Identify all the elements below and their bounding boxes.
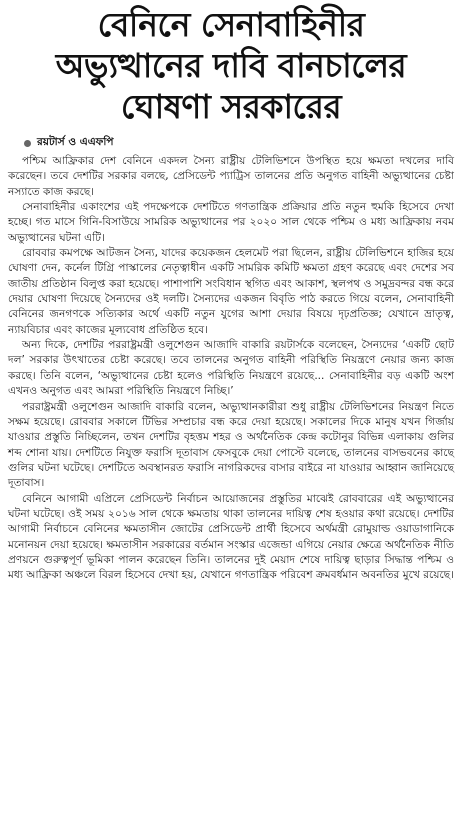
paragraph: বেনিনে আগামী এপ্রিলে প্রেসিডেন্ট নির্বাচন আয়োজনের প্রস্তুতির মাঝেই রোববারের এই অভ্যুত্থানের ঘটনা ঘটেছে। ওই সময় ২০১৬ সাল থেকে ক্ষমতায় থাকা তালনের দায়িত্ব শেষ হওয়ার কথা রয়েছে। দেশটির আগামী নির্বাচনে বেনিনের ক্ষমতাসীন জোটের প্রেসিডেন্ট প্রার্থী হিসেবে অর্থমন্ত্রী রোমুয়াল্ড ওয়াডাগানিকে মনোনয়ন দেয়া হয়েছে। ক্ষমতাসীন সরকারের বর্তমান সংস্কার এজেন্ডা এগিয়ে নেয়ার ক্ষেত্রে অর্থনৈতিক নীতি প্রণয়নে গুরুত্বপূর্ণ ভূমিকা পালন করেছেন তিনি। তালনের দুই মেয়াদ শেষে দায়িত্ব ছাড়ার সিদ্ধান্ত পশ্চিম ও মধ্য আফ্রিকা অঞ্চলে বিরল হিসেবে দেখা হয়, যেখানে গণতান্ত্রিক পরিবেশ ক্রমবর্ধমান অবনতির মুখে রয়েছে। bbox=[8, 492, 454, 582]
paragraph: রোববার কমপক্ষে আটজন সৈন্য, যাদের কয়েকজন হেলমেট পরা ছিলেন, রাষ্ট্রীয় টেলিভিশনে হাজির হয়ে ঘোষণা দেন, কর্নেল টিগ্রি পাস্কালের নেতৃত্বাধীন একটি সামরিক কমিটি ক্ষমতা গ্রহণ করেছে এবং দেশের সব জাতীয় প্রতিষ্ঠান বিলুপ্ত করা হয়েছে। পাশাপাশি সংবিধান স্থগিত এবং আকাশ, স্থলপথ ও সমুদ্রবন্দর বন্ধ করে দেয়ার ঘোষণা দিয়েছে সৈন্যদের ওই দলটি। সৈন্যদের একজন বিবৃতি পাঠ করতে গিয়ে বলেন, সেনাবাহিনী বেনিনের জনগণকে সত্যিকার অর্থে একটি নতুন যুগের আশা দেয়ার বিষয়ে দৃঢ়প্রতিজ্ঞ; যেখানে ভ্রাতৃত্ব, ন্যায়বিচার এবং কাজের মূল্যবোধ প্রতিষ্ঠিত হবে। bbox=[8, 247, 454, 336]
headline-line-1: বেনিনে সেনাবাহিনীর bbox=[97, 5, 365, 44]
byline-row bbox=[10, 135, 454, 152]
bullet-dot-icon bbox=[24, 140, 31, 147]
paragraph: অন্য দিকে, দেশটির পররাষ্ট্রমন্ত্রী ওলুশেগুন আজাদি বাকারি রয়টার্সকে বলেছেন, সৈন্যদের ‘একটি ছোট দল’ সরকার উৎখাতের চেষ্টা করেছে। তবে তালনের অনুগত বাহিনী পরিস্থিতি নিয়ন্ত্রণে নেয়ার জন্য কাজ করছে। তিনি বলেন, ‘অভ্যুত্থানের চেষ্টা হলেও পরিস্থিতি নিয়ন্ত্রণে রয়েছে... সেনাবাহিনীর বড় একটি অংশ এখনও অনুগত এবং আমরা পরিস্থিতি নিয়ন্ত্রণে নিচ্ছি।’ bbox=[8, 339, 454, 398]
paragraph: পশ্চিম আফ্রিকার দেশ বেনিনে একদল সৈন্য রাষ্ট্রীয় টেলিভিশনে উপস্থিত হয়ে ক্ষমতা দখলের দাবি করেছেন। তবে দেশটির সরকার বলছে, প্রেসিডেন্ট প্যাট্রিস তালনের প্রতি অনুগত বাহিনী অভ্যুত্থানের চেষ্টা নস্যাতে কাজ করছে। bbox=[8, 155, 454, 198]
headline-line-2: অভ্যুত্থানের দাবি বানচালের bbox=[55, 46, 407, 85]
headline-line-3: ঘোষণা সরকারের bbox=[120, 87, 342, 126]
headline bbox=[8, 4, 454, 127]
paragraph: সেনাবাহিনীর একাংশের এই পদক্ষেপকে দেশটিতে গণতান্ত্রিক প্রক্রিয়ার প্রতি নতুন হুমকি হিসেবে দেখা হচ্ছে। গত মাসে গিনি-বিসাউয়ে সামরিক অভ্যুত্থানের পর ২০২০ সাল থেকে পশ্চিম ও মধ্য আফ্রিকায় নবম অভ্যুত্থানের ঘটনা এটি। bbox=[8, 201, 454, 244]
byline: রয়টার্স ও এএফপি bbox=[37, 136, 114, 148]
paragraph: পররাষ্ট্রমন্ত্রী ওলুশেগুন আজাদি বাকারি বলেন, অভ্যুত্থানকারীরা শুধু রাষ্ট্রীয় টেলিভিশনের নিয়ন্ত্রণ নিতে সক্ষম হয়েছে। রোববার সকালে টিভির সম্প্রচার বন্ধ করে দেয়া হয়েছে। সকালের দিকে মানুষ যখন গির্জায় যাওয়ার প্রস্তুতি নিচ্ছিলেন, তখন দেশটির বৃহত্তম শহর ও অর্থনৈতিক কেন্দ্র কটোনুর বিভিন্ন এলাকায় গুলির শব্দ শোনা যায়। দেশটিতে নিযুক্ত ফরাসি দূতাবাস ফেসবুকে দেয়া পোস্টে বলেছে, তালনের বাসভবনের কাছে গুলির ঘটনা ঘটেছে। দেশটিতে অবস্থানরত ফরাসি নাগরিকদের বাসার বাইরে না যাওয়ার আহ্বান জানিয়েছে দূতাবাস। bbox=[8, 400, 454, 490]
article-body bbox=[8, 154, 454, 584]
